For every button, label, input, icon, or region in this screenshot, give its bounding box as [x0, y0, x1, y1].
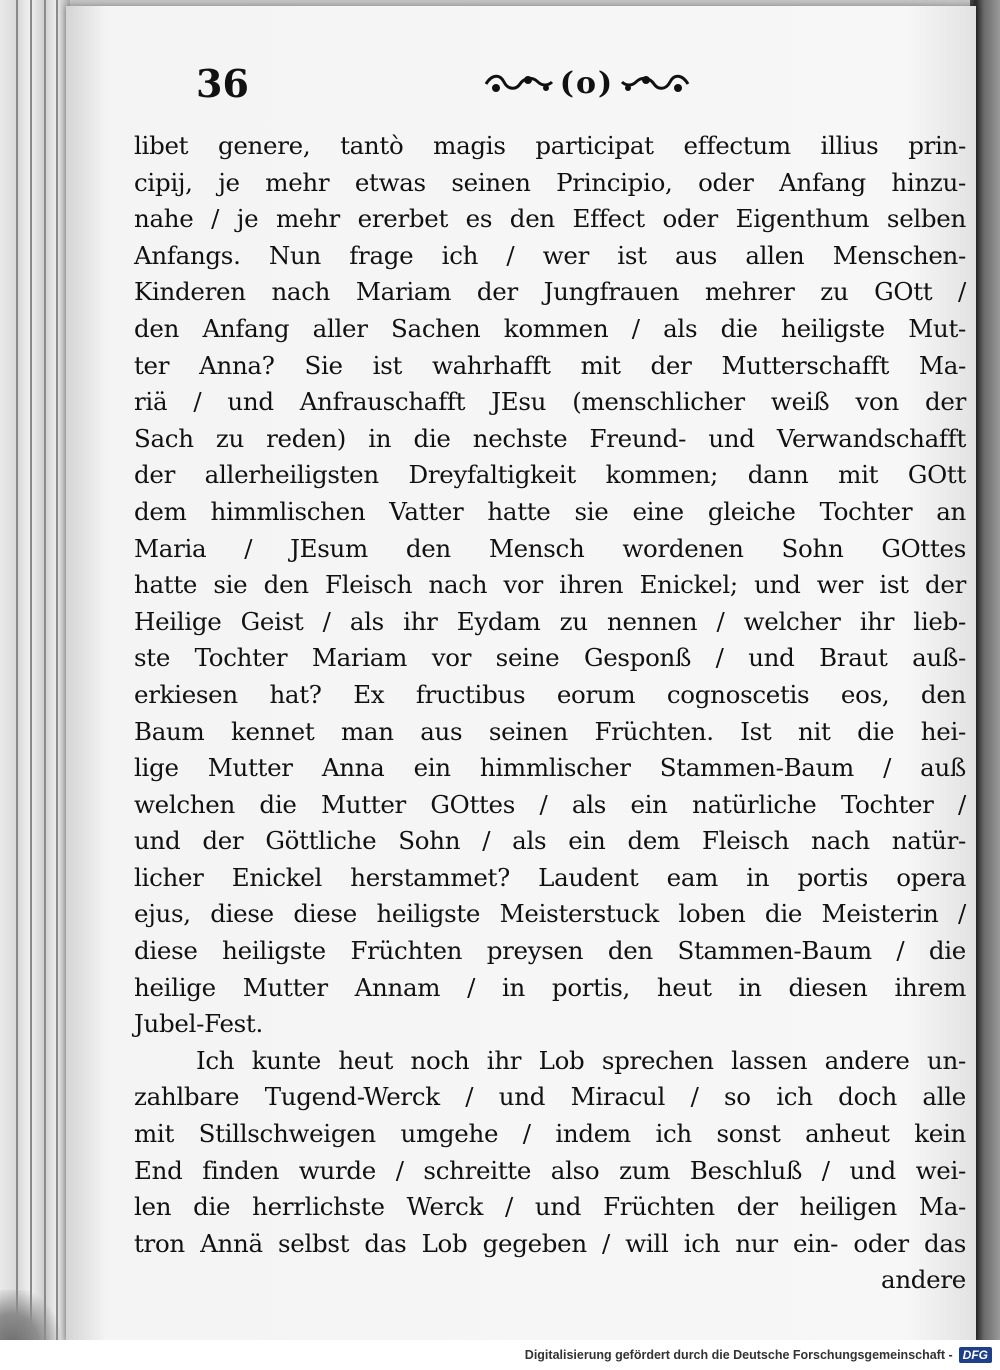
text-line: dem himmlischen Vatter hatte sie eine gleiche Tochter an [134, 496, 966, 526]
text-line: cipij, je mehr etwas seinen Principio, oder Anfang hinzu- [134, 167, 966, 197]
page-number: 36 [196, 61, 249, 106]
text-line: End finden wurde / schreitte also zum Beschluß / und wei- [134, 1155, 966, 1185]
digitization-footer [0, 1340, 1000, 1370]
text-line: zahlbare Tugend-Werck / und Miracul / so ich doch alle [134, 1082, 966, 1112]
text-line: heilige Mutter Annam / in portis, heut in diesen ihrem [134, 972, 966, 1002]
text-line: ejus, diese diese heiligste Meisterstuck loben die Meisterin / [134, 899, 966, 929]
body-text [134, 128, 966, 1299]
left-ornament-icon [482, 72, 554, 96]
text-line: lige Mutter Anna ein himmlischer Stammen-Baum / auß [134, 753, 966, 783]
text-line: Kinderen nach Mariam der Jungfrauen mehrer zu GOtt / [134, 277, 966, 307]
text-line: und der Göttliche Sohn / als ein dem Fleisch nach natür- [134, 826, 966, 856]
text-line: licher Enickel herstammet? Laudent eam in portis opera [134, 862, 966, 892]
text-line: welchen die Mutter GOttes / als ein natürliche Tochter / [134, 789, 966, 819]
header-ornament [472, 66, 702, 102]
page-edge-line [16, 0, 18, 1370]
page-edge-line [30, 0, 32, 1370]
text-line: hatte sie den Fleisch nach vor ihren Enickel; und wer ist der [134, 570, 966, 600]
text-line: Maria / JEsum den Mensch wordenen Sohn GOttes [134, 533, 966, 563]
paragraph-start-line: Ich kunte heut noch ihr Lob sprechen lassen andere un- [196, 1045, 966, 1075]
text-line: erkiesen hat? Ex fructibus eorum cognoscetis eos, den [134, 679, 966, 709]
text-line: den Anfang aller Sachen kommen / als die heiligste Mut- [134, 313, 966, 343]
right-ornament-icon [620, 72, 692, 96]
running-head [196, 62, 966, 106]
paragraph-end-line: Jubel-Fest. [134, 1009, 263, 1039]
page-edge-line [44, 0, 46, 1370]
text-line: der allerheiligsten Dreyfaltigkeit kommen; dann mit GOtt [134, 460, 966, 490]
text-line: Heilige Geist / als ihr Eydam zu nennen / welcher ihr lieb- [134, 606, 966, 636]
text-line: nahe / je mehr ererbet es den Effect oder Eigenthum selben [134, 204, 966, 234]
book-page-edges [0, 0, 70, 1370]
ornament-center: (o) [559, 66, 615, 101]
dfg-logo: DFG [959, 1347, 992, 1363]
text-line: len die herrlichste Werck / und Früchten der heiligen Ma- [134, 1192, 966, 1222]
text-line: diese heiligste Früchten preysen den Stammen-Baum / die [134, 936, 966, 966]
text-line: libet genere, tantò magis participat effectum illius prin- [134, 131, 966, 160]
text-line: ter Anna? Sie ist wahrhafft mit der Mutterschafft Ma- [134, 350, 966, 380]
text-line: ste Tochter Mariam vor seine Gesponß / und Braut auß- [134, 643, 966, 673]
text-line: Baum kennet man aus seinen Früchten. Ist nit die hei- [134, 716, 966, 746]
text-line: Anfangs. Nun frage ich / wer ist aus allen Menschen- [134, 240, 966, 270]
catchword: andere [881, 1265, 966, 1295]
text-line: mit Stillschweigen umgehe / indem ich sonst anheut kein [134, 1119, 966, 1149]
page-edge-line [56, 0, 58, 1370]
text-line: tron Annä selbst das Lob gegeben / will ich nur ein- oder das [134, 1228, 966, 1258]
text-line: riä / und Anfrauschafft JEsu (menschlicher weiß von der [134, 387, 966, 417]
text-line: Sach zu reden) in die nechste Freund- und Verwandschafft [134, 423, 966, 453]
funding-notice: Digitalisierung gefördert durch die Deutsche Forschungsgemeinschaft - [524, 1348, 953, 1362]
